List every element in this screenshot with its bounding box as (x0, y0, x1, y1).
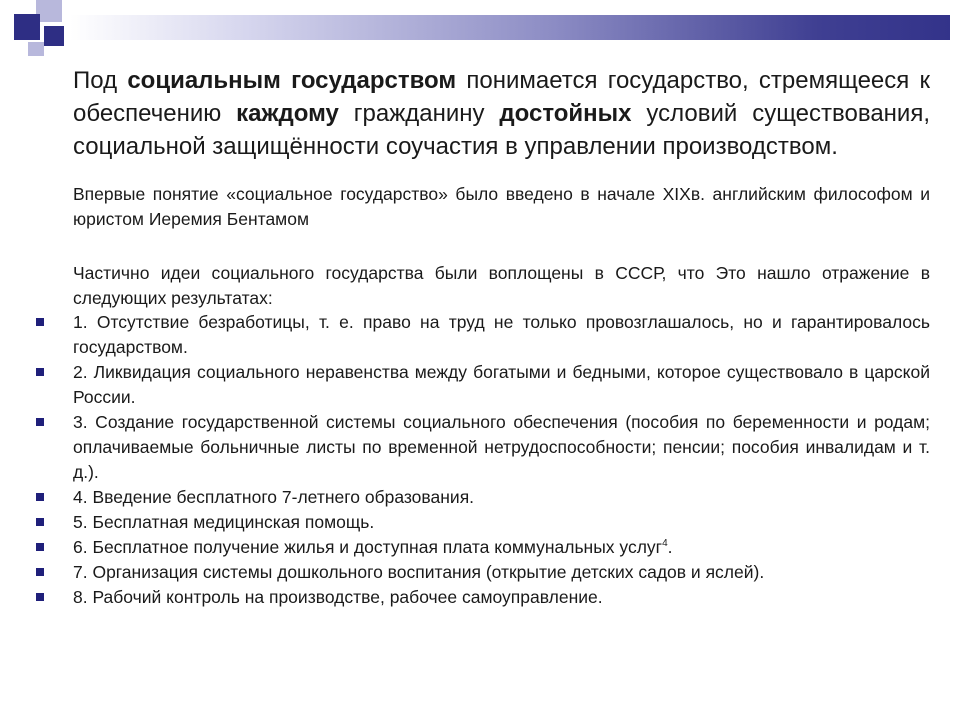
definition-paragraph: Под социальным государством понимается государство, стремящееся к обеспечению каждому гражданину достойных условий существования, социальной защищённости соучастия в управлении производством. (73, 67, 931, 160)
slide-content (73, 64, 930, 610)
bullet-square-icon (36, 543, 44, 551)
list-item: 8. Рабочий контроль на производстве, рабочее самоуправление. (73, 585, 930, 610)
bullet-square-icon (36, 418, 44, 426)
bullet-square-icon (36, 593, 44, 601)
results-list (73, 310, 930, 610)
decor-square (44, 26, 64, 46)
bullet-square-icon (36, 518, 44, 526)
ussr-intro-paragraph: Частично идеи социального государства были воплощены в СССР, что Это нашло отражение в следующих результатах: (73, 263, 930, 308)
list-item: 3. Создание государственной системы социального обеспечения (пособия по беременности и родам; оплачиваемые больничные листы по временной нетрудоспособности; пенсии; пособия инвалидам и т. д.). (73, 410, 930, 485)
list-item: 2. Ликвидация социального неравенства между богатыми и бедными, которое существовало в царской России. (73, 360, 930, 410)
bullet-square-icon (36, 493, 44, 501)
list-item: 6. Бесплатное получение жилья и доступная плата коммунальных услуг$^4$. (73, 535, 930, 560)
list-item: 1. Отсутствие безработицы, т. е. право на труд не только провозглашалось, но и гарантировалось государством. (73, 310, 930, 360)
bullet-square-icon (36, 368, 44, 376)
footnote-marker: 4 (662, 538, 668, 550)
decor-square (14, 14, 40, 40)
bullet-square-icon (36, 568, 44, 576)
list-item: 4. Введение бесплатного 7-летнего образования. (73, 485, 930, 510)
list-item: 7. Организация системы дошкольного воспитания (открытие детских садов и яслей). (73, 560, 930, 585)
history-paragraph: Впервые понятие «социальное государство» было введено в начале XIXв. английским философом и юристом Иеремия Бентамом (73, 184, 930, 229)
list-item: 5. Бесплатная медицинская помощь. (73, 510, 930, 535)
decor-square (28, 42, 44, 56)
bullet-square-icon (36, 318, 44, 326)
header-gradient-bar (70, 15, 950, 40)
